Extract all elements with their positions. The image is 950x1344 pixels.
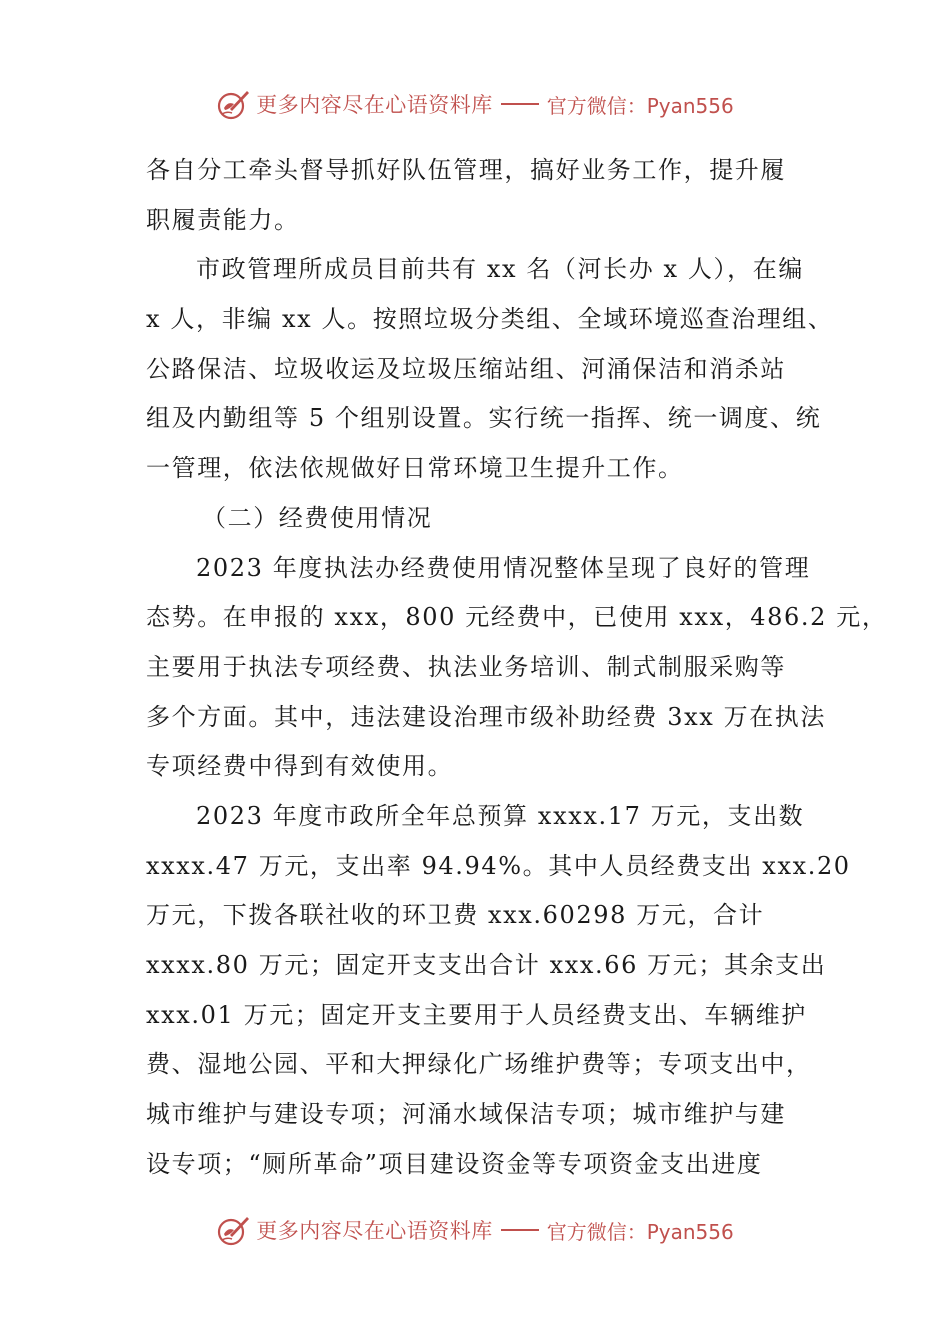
body-line: xxxx.47 万元，支出率 94.94%。其中人员经费支出 xxx.20 [146, 851, 851, 880]
body-line: x 人，非编 xx 人。按照垃圾分类组、全域环境巡查治理组、 [146, 305, 834, 334]
body-line: 各自分工牵头督导抓好队伍管理，搞好业务工作，提升履 [146, 156, 786, 184]
footer-brand-text: 更多内容尽在心语资料库 [256, 1219, 493, 1243]
body-line: xxxx.80 万元；固定开支支出合计 xxx.66 万元；其余支出 [146, 951, 827, 979]
body-line: 专项经费中得到有效使用。 [146, 752, 454, 781]
body-line: 一管理，依法依规做好日常环境卫生提升工作。 [146, 454, 684, 483]
footer-dash [501, 1229, 539, 1231]
body-line: 多个方面。其中，违法建设治理市级补助经费 3xx 万在执法 [146, 702, 826, 731]
body-line: 态势。在申报的 xxx，800 元经费中，已使用 xxx，486.2 元， [146, 603, 888, 632]
body-line: 万元，下拨各联社收的环卫费 xxx.60298 万元，合计 [146, 901, 765, 930]
body-line: 设专项；“厕所革命”项目建设资金等专项资金支出进度 [146, 1149, 763, 1178]
header-wechat-text: 官方微信：Pyan556 [546, 93, 734, 118]
section-heading: （二）经费使用情况 [202, 503, 433, 532]
footer-wechat-text: 官方微信：Pyan556 [546, 1219, 734, 1244]
body-line: 费、湿地公园、平和大押绿化广场维护费等；专项支出中， [146, 1050, 812, 1079]
body-line: 组及内勤组等 5 个组别设置。实行统一指挥、统一调度、统 [146, 404, 822, 433]
header-dash [501, 103, 539, 105]
pen-logo-icon [216, 1213, 250, 1247]
header-brand-text: 更多内容尽在心语资料库 [256, 93, 493, 117]
body-line: 市政管理所成员目前共有 xx 名（河长办 x 人），在编 [196, 255, 804, 284]
body-line: 职履责能力。 [146, 205, 300, 234]
body-line: 2023 年度执法办经费使用情况整体呈现了良好的管理 [196, 553, 811, 582]
pen-logo-icon [216, 87, 250, 121]
footer-banner [0, 1210, 950, 1250]
body-line: 城市维护与建设专项；河涌水域保洁专项；城市维护与建 [146, 1100, 786, 1129]
header-banner [0, 84, 950, 124]
body-line: 公路保洁、垃圾收运及垃圾压缩站组、河涌保洁和消杀站 [146, 354, 786, 383]
body-line: xxx.01 万元；固定开支主要用于人员经费支出、车辆维护 [146, 1000, 807, 1029]
body-line: 2023 年度市政所全年总预算 xxxx.17 万元，支出数 [196, 801, 805, 830]
document-body [146, 146, 888, 1189]
body-line: 主要用于执法专项经费、执法业务培训、制式制服采购等 [146, 652, 786, 681]
